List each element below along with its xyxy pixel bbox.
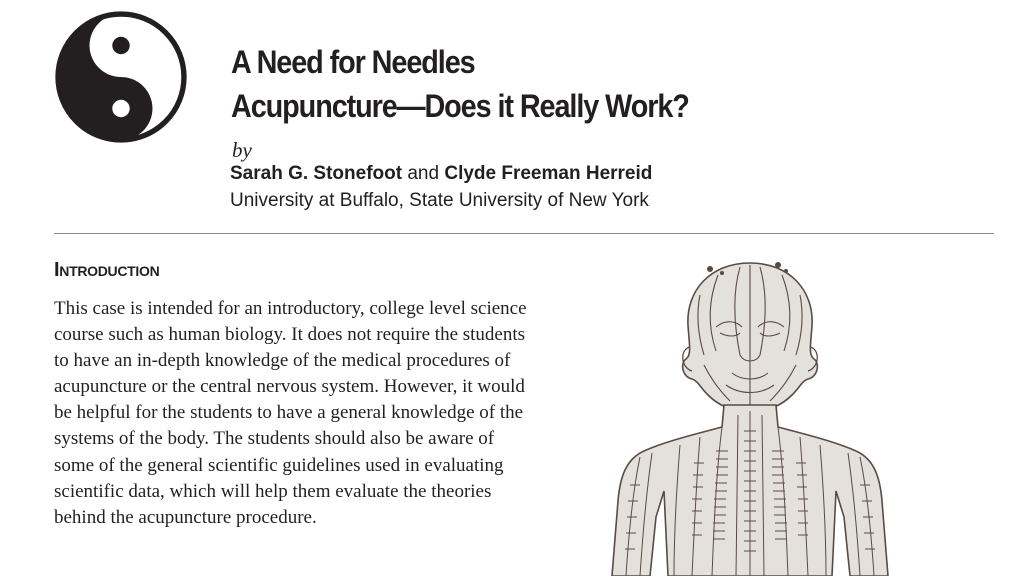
acupuncture-meridian-figure: [600, 255, 900, 576]
case-title: [231, 40, 689, 128]
author-2: Clyde Freeman Herreid: [444, 163, 653, 184]
by-label: by: [232, 138, 252, 162]
title-line-2: Acupuncture—Does it Really Work?: [231, 88, 689, 124]
introduction-paragraph: This case is intended for an introductory, college level science course such as human biology. It does not require the students to have an in-depth knowledge of the medical procedures of acupuncture or the central nervous system. However, it would be helpful for the students to have a general knowledge of the systems of the body. The students should also be aware of some of the general scientific guidelines used in evaluating scientific data, which will help them evaluate the theories behind the acupuncture procedure.: [54, 298, 527, 528]
header-divider: [54, 233, 994, 234]
author-conjunction: and: [402, 163, 445, 184]
author-1: Sarah G. Stonefoot: [230, 163, 403, 184]
affiliation: University at Buffalo, State University of New York: [230, 190, 649, 211]
author-line: [230, 162, 652, 186]
section-heading-introduction: Introduction: [54, 259, 160, 281]
title-line-1: A Need for Needles: [231, 44, 475, 80]
yin-yang-icon: [54, 10, 188, 144]
